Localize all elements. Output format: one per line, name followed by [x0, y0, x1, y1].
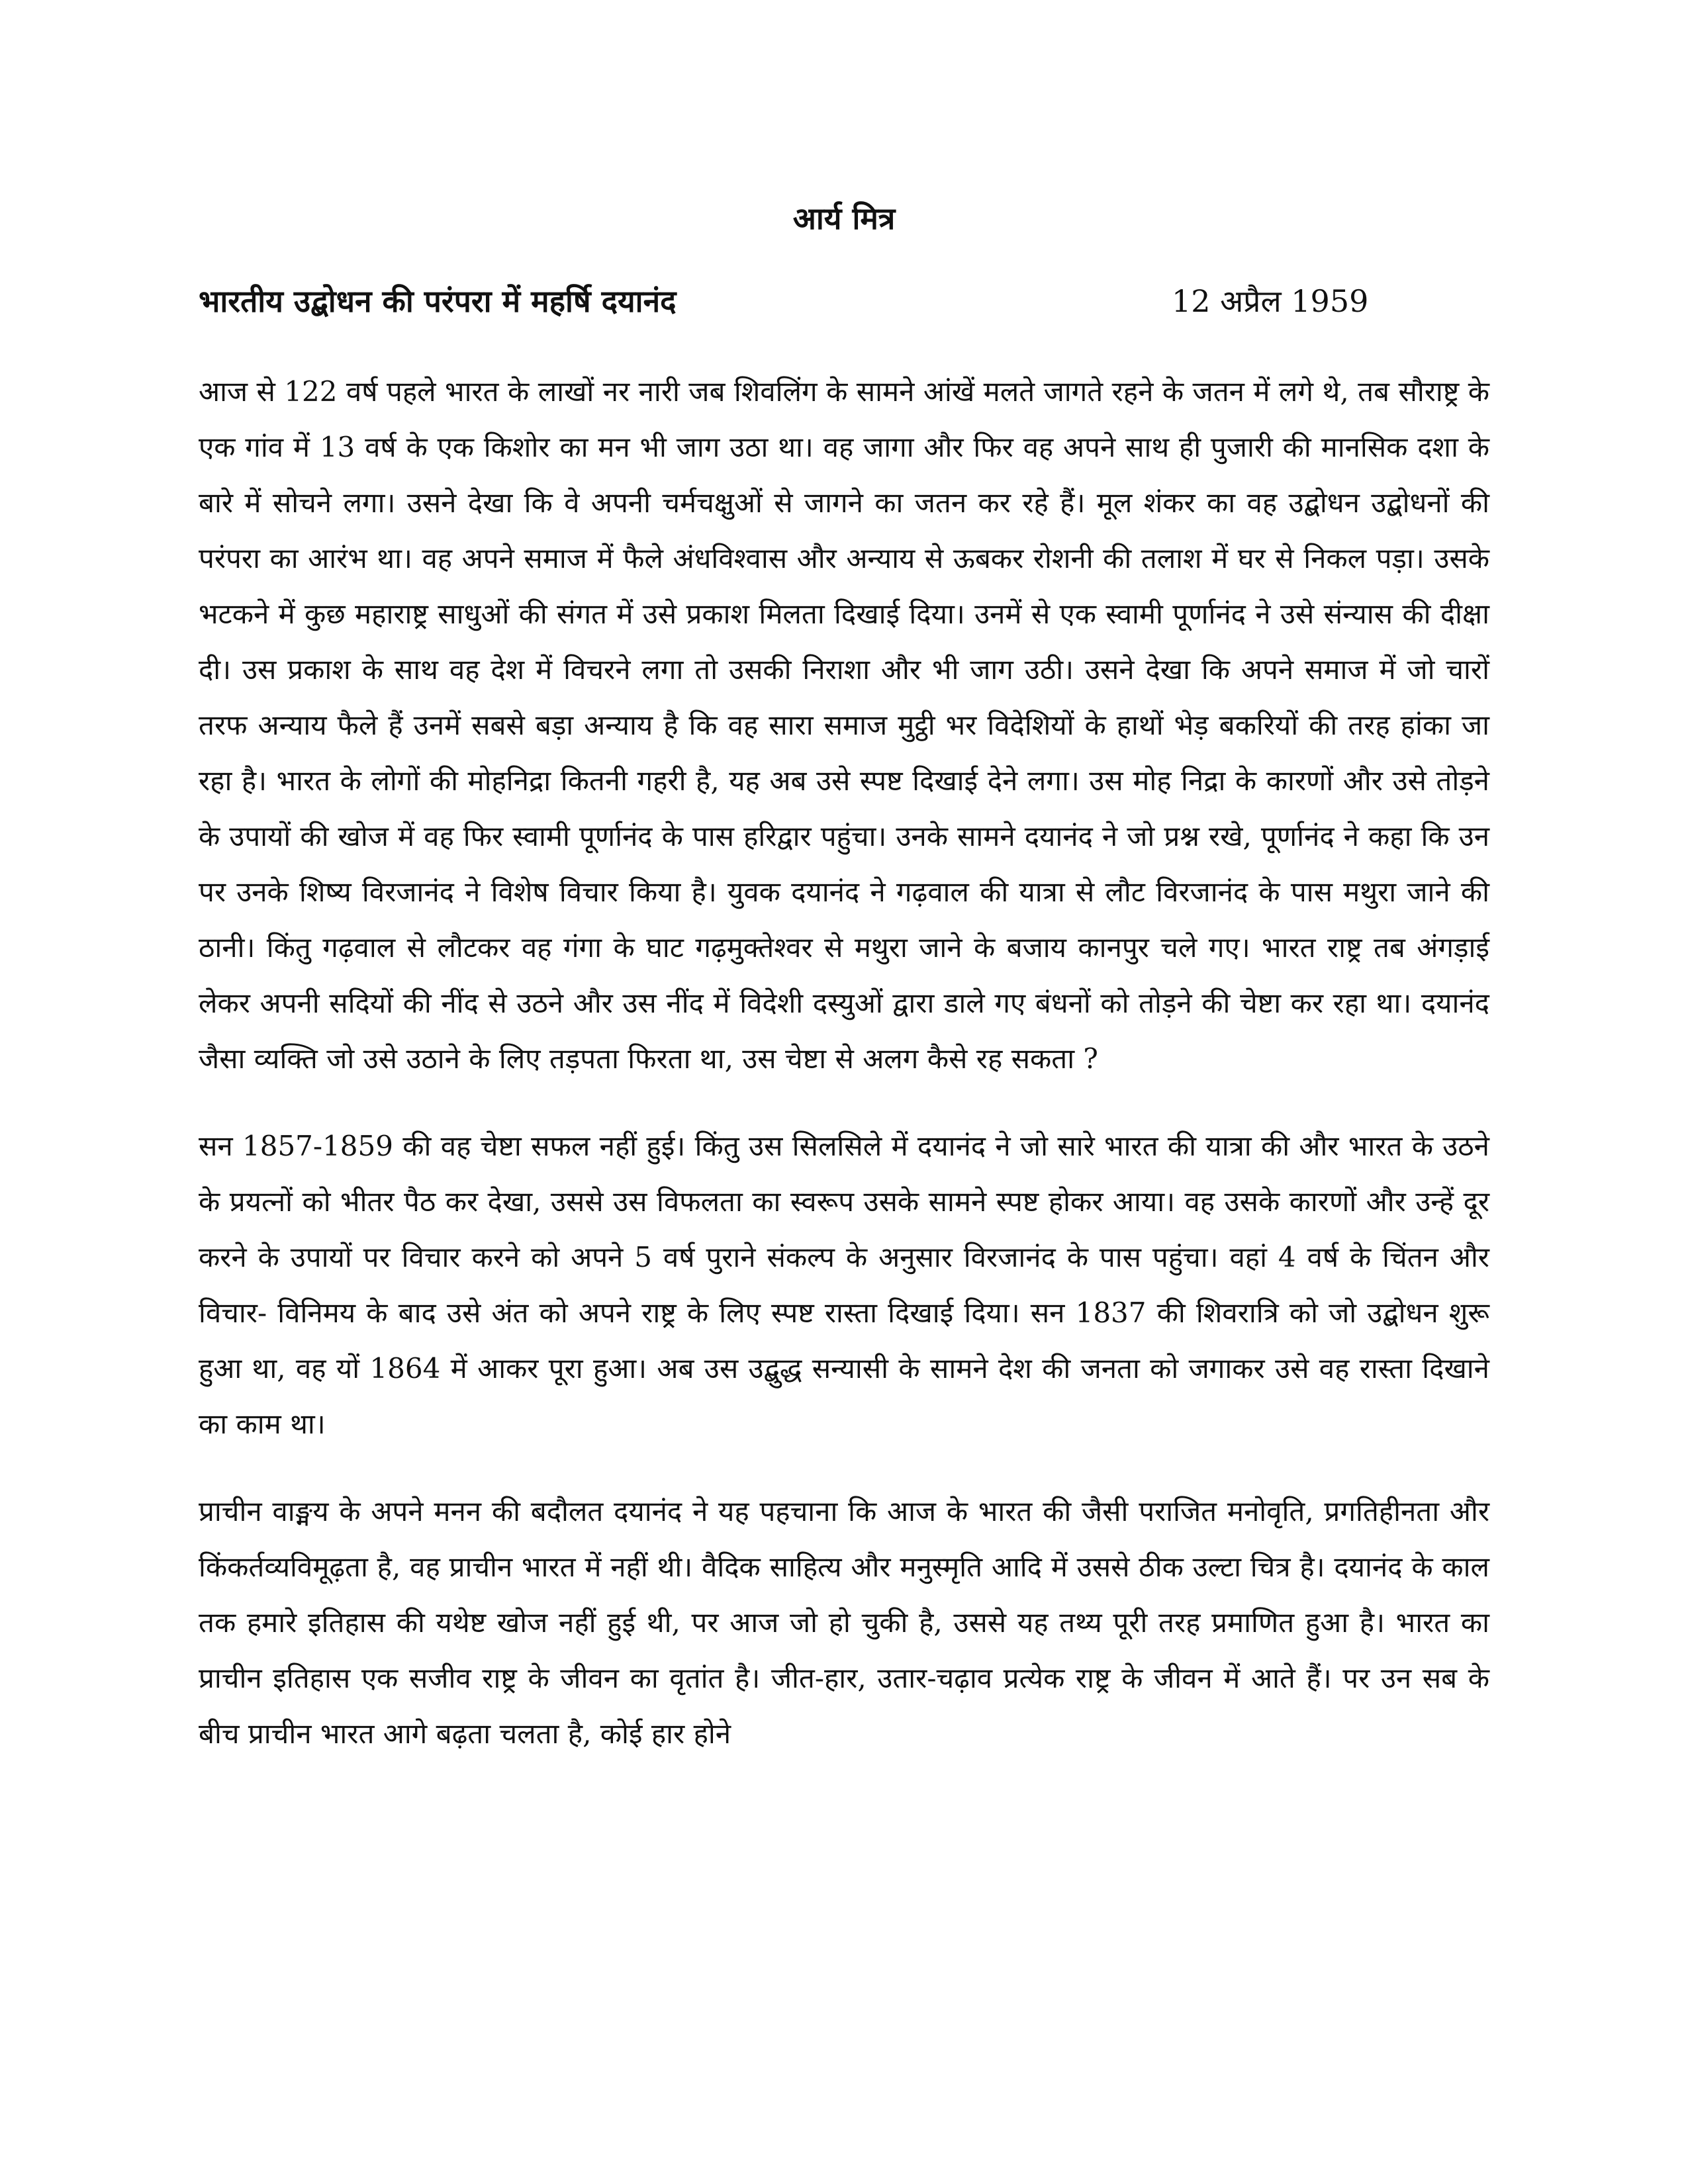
- paragraph: आज से 122 वर्ष पहले भारत के लाखों नर नारी जब शिवलिंग के सामने आंखें मलते जागते रहने के जतन में लगे थे, तब सौराष्ट्र के एक गांव में 13 वर्ष के एक किशोर का मन भी जाग उठा था। वह जागा और फिर वह अपने साथ ही पुजारी की मानसिक दशा के बारे में सोचने लगा। उसने देखा कि वे अपनी चर्मचक्षुओं से जागने का जतन कर रहे हैं। मूल शंकर का वह उद्बोधन उद्बोधनों की परंपरा का आरंभ था। वह अपने समाज में फैले अंधविश्वास और अन्याय से ऊबकर रोशनी की तलाश में घर से निकल पड़ा। उसके भटकने में कुछ महाराष्ट्र साधुओं की संगत में उसे प्रकाश मिलता दिखाई दिया। उनमें से एक स्वामी पूर्णानंद ने उसे संन्यास की दीक्षा दी। उस प्रकाश के साथ वह देश में विचरने लगा तो उसकी निराशा और भी जाग उठी। उसने देखा कि अपने समाज में जो चारों तरफ अन्याय फैले हैं उनमें सबसे बड़ा अन्याय है कि वह सारा समाज मुट्ठी भर विदेशियों के हाथों भेड़ बकरियों की तरह हांका जा रहा है। भारत के लोगों की मोहनिद्रा कितनी गहरी है, यह अब उसे स्पष्ट दिखाई देने लगा। उस मोह निद्रा के कारणों और उसे तोड़ने के उपायों की खोज में वह फिर स्वामी पूर्णानंद के पास हरिद्वार पहुंचा। उनके सामने दयानंद ने जो प्रश्न रखे, पूर्णानंद ने कहा कि उन पर उनके शिष्य विरजानंद ने विशेष विचार किया है। युवक दयानंद ने गढ़वाल की यात्रा से लौट विरजानंद के पास मथुरा जाने की ठानी। किंतु गढ़वाल से लौटकर वह गंगा के घाट गढ़मुक्तेश्वर से मथुरा जाने के बजाय कानपुर चले गए। भारत राष्ट्र तब अंगड़ाई लेकर अपनी सदियों की नींद से उठने और उस नींद में विदेशी दस्युओं द्वारा डाले गए बंधनों को तोड़ने की चेष्टा कर रहा था। दयानंद जैसा व्यक्ति जो उसे उठाने के लिए तड़पता फिरता था, उस चेष्टा से अलग कैसे रह सकता ?: [199, 375, 1489, 1075]
- document-body: [199, 364, 1489, 1794]
- paragraph: सन 1857-1859 की वह चेष्टा सफल नहीं हुई। किंतु उस सिलसिले में दयानंद ने जो सारे भारत की यात्रा की और भारत के उठने के प्रयत्नों को भीतर पैठ कर देखा, उससे उस विफलता का स्वरूप उसके सामने स्पष्ट होकर आया। वह उसके कारणों और उन्हें दूर करने के उपायों पर विचार करने को अपने 5 वर्ष पुराने संकल्प के अनुसार विरजानंद के पास पहुंचा। वहां 4 वर्ष के चिंतन और विचार- विनिमय के बाद उसे अंत को अपने राष्ट्र के लिए स्पष्ट रास्ता दिखाई दिया। सन 1837 की शिवरात्रि को जो उद्बोधन शुरू हुआ था, वह यों 1864 में आकर पूरा हुआ। अब उस उद्बुद्ध सन्यासी के सामने देश की जनता को जगाकर उसे वह रास्ता दिखाने का काम था।: [199, 1130, 1489, 1440]
- paragraph: प्राचीन वाङ्मय के अपने मनन की बदौलत दयानंद ने यह पहचाना कि आज के भारत की जैसी पराजित मनोवृति, प्रगतिहीनता और किंकर्तव्यविमूढ़ता है, वह प्राचीन भारत में नहीं थी। वैदिक साहित्य और मनुस्मृति आदि में उससे ठीक उल्टा चित्र है। दयानंद के काल तक हमारे इतिहास की यथेष्ट खोज नहीं हुई थी, पर आज जो हो चुकी है, उससे यह तथ्य पूरी तरह प्रमाणित हुआ है। भारत का प्राचीन इतिहास एक सजीव राष्ट्र के जीवन का वृतांत है। जीत-हार, उतार-चढ़ाव प्रत्येक राष्ट्र के जीवन में आते हैं। पर उन सब के बीच प्राचीन भारत आगे बढ़ता चलता है, कोई हार होने: [199, 1495, 1489, 1750]
- document-date: 12 अप्रैल 1959: [1172, 283, 1369, 319]
- document-subtitle: भारतीय उद्बोधन की परंपरा में महर्षि दयानंद: [199, 283, 677, 319]
- document-title: आर्य मित्र: [792, 201, 896, 236]
